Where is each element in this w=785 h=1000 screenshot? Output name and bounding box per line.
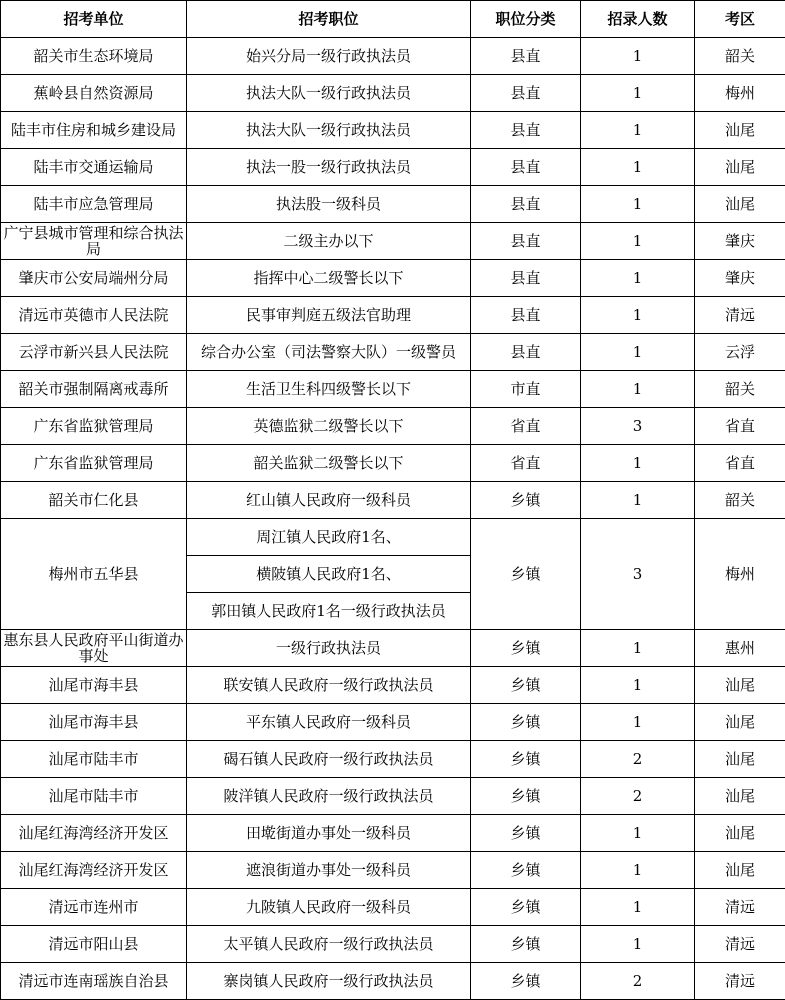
cell-category: 县直 bbox=[471, 112, 581, 149]
cell-count: 1 bbox=[581, 149, 695, 186]
table-row bbox=[1, 297, 785, 334]
cell-count: 1 bbox=[581, 334, 695, 371]
cell-category: 乡镇 bbox=[471, 926, 581, 963]
cell-count: 1 bbox=[581, 223, 695, 260]
cell-category: 乡镇 bbox=[471, 667, 581, 704]
cell-area: 肇庆 bbox=[695, 223, 785, 260]
cell-position: 执法大队一级行政执法员 bbox=[187, 75, 471, 112]
cell-position: 平东镇人民政府一级科员 bbox=[187, 704, 471, 741]
cell-position: 指挥中心二级警长以下 bbox=[187, 260, 471, 297]
cell-area: 肇庆 bbox=[695, 260, 785, 297]
header-area: 考区 bbox=[695, 1, 785, 38]
cell-unit: 广宁县城市管理和综合执法局 bbox=[1, 223, 187, 260]
cell-count: 1 bbox=[581, 704, 695, 741]
cell-category: 县直 bbox=[471, 186, 581, 223]
cell-area: 汕尾 bbox=[695, 667, 785, 704]
cell-count: 1 bbox=[581, 667, 695, 704]
cell-position: 执法股一级科员 bbox=[187, 186, 471, 223]
cell-count: 1 bbox=[581, 297, 695, 334]
cell-unit: 广东省监狱管理局 bbox=[1, 445, 187, 482]
cell-unit: 清远市英德市人民法院 bbox=[1, 297, 187, 334]
cell-category: 县直 bbox=[471, 260, 581, 297]
cell-area: 惠州 bbox=[695, 630, 785, 667]
cell-category: 乡镇 bbox=[471, 482, 581, 519]
cell-area: 韶关 bbox=[695, 38, 785, 75]
cell-count: 2 bbox=[581, 963, 695, 1000]
cell-count: 2 bbox=[581, 741, 695, 778]
cell-count: 1 bbox=[581, 926, 695, 963]
table-row bbox=[1, 815, 785, 852]
cell-count: 1 bbox=[581, 630, 695, 667]
cell-count: 3 bbox=[581, 408, 695, 445]
cell-area: 云浮 bbox=[695, 334, 785, 371]
cell-position: 韶关监狱二级警长以下 bbox=[187, 445, 471, 482]
cell-area: 韶关 bbox=[695, 371, 785, 408]
cell-area: 清远 bbox=[695, 926, 785, 963]
cell-category: 乡镇 bbox=[471, 630, 581, 667]
cell-area: 梅州 bbox=[695, 75, 785, 112]
cell-unit: 梅州市五华县 bbox=[1, 519, 187, 630]
cell-unit: 汕尾市海丰县 bbox=[1, 667, 187, 704]
cell-area: 梅州 bbox=[695, 519, 785, 630]
cell-count: 1 bbox=[581, 482, 695, 519]
cell-position: 郭田镇人民政府1名一级行政执法员 bbox=[187, 593, 471, 630]
cell-category: 县直 bbox=[471, 334, 581, 371]
table-row bbox=[1, 889, 785, 926]
table-row bbox=[1, 704, 785, 741]
cell-position: 生活卫生科四级警长以下 bbox=[187, 371, 471, 408]
cell-position: 碣石镇人民政府一级行政执法员 bbox=[187, 741, 471, 778]
cell-category: 县直 bbox=[471, 75, 581, 112]
cell-category: 乡镇 bbox=[471, 889, 581, 926]
cell-position: 寨岗镇人民政府一级行政执法员 bbox=[187, 963, 471, 1000]
cell-count: 1 bbox=[581, 852, 695, 889]
cell-category: 市直 bbox=[471, 371, 581, 408]
cell-unit: 汕尾红海湾经济开发区 bbox=[1, 852, 187, 889]
cell-unit: 汕尾红海湾经济开发区 bbox=[1, 815, 187, 852]
table-row bbox=[1, 963, 785, 1000]
cell-position: 田墘街道办事处一级科员 bbox=[187, 815, 471, 852]
cell-area: 汕尾 bbox=[695, 815, 785, 852]
cell-position: 九陂镇人民政府一级科员 bbox=[187, 889, 471, 926]
cell-category: 县直 bbox=[471, 297, 581, 334]
cell-count: 1 bbox=[581, 445, 695, 482]
table-row bbox=[1, 778, 785, 815]
cell-area: 省直 bbox=[695, 408, 785, 445]
cell-unit: 陆丰市交通运输局 bbox=[1, 149, 187, 186]
cell-position: 综合办公室（司法警察大队）一级警员 bbox=[187, 334, 471, 371]
table-row bbox=[1, 408, 785, 445]
cell-count: 1 bbox=[581, 889, 695, 926]
table-row bbox=[1, 482, 785, 519]
cell-area: 汕尾 bbox=[695, 741, 785, 778]
cell-position: 联安镇人民政府一级行政执法员 bbox=[187, 667, 471, 704]
cell-position: 执法大队一级行政执法员 bbox=[187, 112, 471, 149]
cell-area: 清远 bbox=[695, 889, 785, 926]
cell-area: 汕尾 bbox=[695, 186, 785, 223]
cell-unit: 蕉岭县自然资源局 bbox=[1, 75, 187, 112]
cell-unit: 清远市阳山县 bbox=[1, 926, 187, 963]
table-row bbox=[1, 741, 785, 778]
header-row bbox=[1, 1, 785, 38]
table-row bbox=[1, 112, 785, 149]
table-row bbox=[1, 630, 785, 667]
cell-unit: 陆丰市住房和城乡建设局 bbox=[1, 112, 187, 149]
cell-position: 遮浪街道办事处一级科员 bbox=[187, 852, 471, 889]
cell-unit: 韶关市生态环境局 bbox=[1, 38, 187, 75]
table-row bbox=[1, 38, 785, 75]
cell-position: 二级主办以下 bbox=[187, 223, 471, 260]
cell-unit: 广东省监狱管理局 bbox=[1, 408, 187, 445]
cell-position: 英德监狱二级警长以下 bbox=[187, 408, 471, 445]
cell-category: 乡镇 bbox=[471, 704, 581, 741]
cell-position: 执法一股一级行政执法员 bbox=[187, 149, 471, 186]
table-row bbox=[1, 75, 785, 112]
table-row bbox=[1, 371, 785, 408]
cell-category: 乡镇 bbox=[471, 778, 581, 815]
table-row bbox=[1, 186, 785, 223]
header-category: 职位分类 bbox=[471, 1, 581, 38]
header-count: 招录人数 bbox=[581, 1, 695, 38]
cell-position: 横陂镇人民政府1名、 bbox=[187, 556, 471, 593]
cell-position: 民事审判庭五级法官助理 bbox=[187, 297, 471, 334]
cell-count: 3 bbox=[581, 519, 695, 630]
cell-category: 乡镇 bbox=[471, 741, 581, 778]
cell-area: 汕尾 bbox=[695, 112, 785, 149]
table-row bbox=[1, 149, 785, 186]
cell-category: 省直 bbox=[471, 408, 581, 445]
cell-count: 1 bbox=[581, 186, 695, 223]
cell-unit: 汕尾市海丰县 bbox=[1, 704, 187, 741]
table-row bbox=[1, 519, 785, 556]
table-row bbox=[1, 223, 785, 260]
table-row bbox=[1, 260, 785, 297]
table-row bbox=[1, 667, 785, 704]
cell-count: 1 bbox=[581, 38, 695, 75]
table-row bbox=[1, 334, 785, 371]
cell-unit: 云浮市新兴县人民法院 bbox=[1, 334, 187, 371]
table-row bbox=[1, 852, 785, 889]
cell-unit: 韶关市仁化县 bbox=[1, 482, 187, 519]
cell-category: 县直 bbox=[471, 223, 581, 260]
cell-category: 县直 bbox=[471, 38, 581, 75]
cell-area: 汕尾 bbox=[695, 778, 785, 815]
header-unit: 招考单位 bbox=[1, 1, 187, 38]
cell-category: 乡镇 bbox=[471, 815, 581, 852]
cell-area: 清远 bbox=[695, 297, 785, 334]
cell-category: 乡镇 bbox=[471, 963, 581, 1000]
cell-position: 周江镇人民政府1名、 bbox=[187, 519, 471, 556]
cell-count: 1 bbox=[581, 815, 695, 852]
cell-unit: 肇庆市公安局端州分局 bbox=[1, 260, 187, 297]
cell-area: 汕尾 bbox=[695, 149, 785, 186]
cell-position: 太平镇人民政府一级行政执法员 bbox=[187, 926, 471, 963]
cell-count: 2 bbox=[581, 778, 695, 815]
cell-position: 红山镇人民政府一级科员 bbox=[187, 482, 471, 519]
cell-count: 1 bbox=[581, 260, 695, 297]
cell-area: 韶关 bbox=[695, 482, 785, 519]
header-position: 招考职位 bbox=[187, 1, 471, 38]
cell-unit: 韶关市强制隔离戒毒所 bbox=[1, 371, 187, 408]
cell-unit: 清远市连州市 bbox=[1, 889, 187, 926]
cell-area: 清远 bbox=[695, 963, 785, 1000]
cell-count: 1 bbox=[581, 75, 695, 112]
cell-position: 陂洋镇人民政府一级行政执法员 bbox=[187, 778, 471, 815]
cell-unit: 惠东县人民政府平山街道办事处 bbox=[1, 630, 187, 667]
cell-position: 一级行政执法员 bbox=[187, 630, 471, 667]
cell-unit: 清远市连南瑶族自治县 bbox=[1, 963, 187, 1000]
cell-unit: 汕尾市陆丰市 bbox=[1, 778, 187, 815]
cell-position: 始兴分局一级行政执法员 bbox=[187, 38, 471, 75]
cell-count: 1 bbox=[581, 371, 695, 408]
cell-category: 县直 bbox=[471, 149, 581, 186]
cell-category: 乡镇 bbox=[471, 519, 581, 630]
cell-category: 乡镇 bbox=[471, 852, 581, 889]
cell-area: 汕尾 bbox=[695, 852, 785, 889]
cell-count: 1 bbox=[581, 112, 695, 149]
table-row bbox=[1, 926, 785, 963]
cell-category: 省直 bbox=[471, 445, 581, 482]
cell-unit: 汕尾市陆丰市 bbox=[1, 741, 187, 778]
table-row bbox=[1, 445, 785, 482]
cell-area: 汕尾 bbox=[695, 704, 785, 741]
cell-area: 省直 bbox=[695, 445, 785, 482]
cell-unit: 陆丰市应急管理局 bbox=[1, 186, 187, 223]
